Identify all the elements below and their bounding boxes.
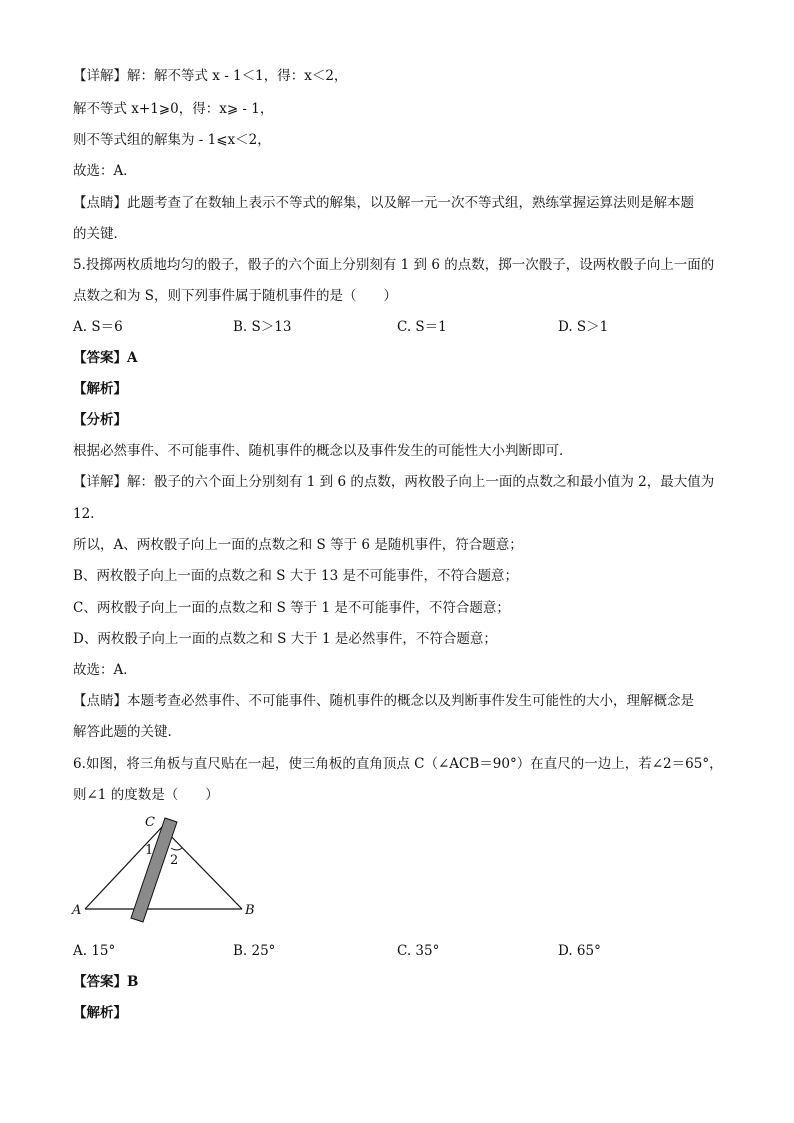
label-1: 1	[145, 843, 154, 858]
fenxi-5-text: 根据必然事件、不可能事件、随机事件的概念以及事件发生的可能性大小判断即可．	[73, 443, 573, 459]
question-5-line-1: 5.投掷两枚质地均匀的骰子，骰子的六个面上分别刻有 1 到 6 的点数，掷一次骰子，设两枚骰子向上一面的	[73, 257, 715, 273]
analysis-5-heading: 【解析】	[73, 381, 127, 397]
comment-5-line-1: 【点睛】本题考查必然事件、不可能事件、随机事件的概念以及判断事件发生可能性的大小，理解概念是	[73, 693, 694, 709]
label-b: B	[245, 903, 255, 918]
detail-5-line-3: 所以，A、两枚骰子向上一面的点数之和 S 等于 6 是随机事件，符合题意；	[73, 537, 523, 553]
ruler-shape	[131, 818, 177, 922]
solution-line-3: 则不等式组的解集为 - 1⩽x＜2，	[73, 132, 271, 148]
choice-line: 故选：A．	[73, 163, 137, 179]
question-6-line-2: 则∠1 的度数是（ ）	[73, 787, 219, 803]
triangle-ruler-figure	[70, 814, 270, 929]
label-2: 2	[170, 853, 179, 868]
answer-5: 【答案】A	[73, 350, 138, 366]
comment-line-1: 【点睛】此题考查了在数轴上表示不等式的解集，以及解一元一次不等式组，熟练掌握运算法则是解本题	[73, 195, 694, 211]
q6-option-b: B. 25°	[233, 943, 276, 959]
answer-6: 【答案】B	[73, 974, 139, 990]
solution-line-2: 解不等式 x+1⩾0，得：x⩾ - 1，	[73, 101, 274, 117]
detail-5-line-2: 12.	[73, 506, 95, 522]
q6-option-d: D. 65°	[558, 943, 601, 959]
question-5-line-2: 点数之和为 S，则下列事件属于随机事件的是（ ）	[73, 288, 398, 304]
solution-line-1: 【详解】解：解不等式 x - 1＜1，得：x＜2，	[73, 68, 348, 84]
analysis-6-heading: 【解析】	[73, 1005, 127, 1021]
comment-line-2: 的关键．	[73, 226, 127, 242]
detail-5-line-1: 【详解】解：骰子的六个面上分别刻有 1 到 6 的点数，两枚骰子向上一面的点数之和最小值为 2，最大值为	[73, 474, 715, 490]
q5-option-b: B. S＞13	[233, 319, 292, 335]
label-a: A	[72, 903, 82, 918]
fenxi-5-heading: 【分析】	[73, 412, 127, 428]
q5-option-a: A. S＝6	[73, 319, 123, 335]
q5-option-c: C. S＝1	[397, 319, 447, 335]
detail-5-line-4: B、两枚骰子向上一面的点数之和 S 大于 13 是不可能事件，不符合题意；	[73, 568, 519, 584]
q5-option-d: D. S＞1	[558, 319, 609, 335]
detail-5-line-6: D、两枚骰子向上一面的点数之和 S 大于 1 是必然事件，不符合题意；	[73, 631, 497, 647]
q6-option-a: A. 15°	[73, 943, 116, 959]
label-c: C	[145, 815, 155, 830]
choice-5: 故选：A．	[73, 662, 137, 678]
side-cb	[162, 827, 242, 909]
detail-5-line-5: C、两枚骰子向上一面的点数之和 S 等于 1 是不可能事件，不符合题意；	[73, 600, 510, 616]
angle-2-arc	[171, 848, 182, 850]
comment-5-line-2: 解答此题的关键.	[73, 724, 172, 740]
question-6-line-1: 6.如图，将三角板与直尺贴在一起，使三角板的直角顶点 C（∠ACB＝90°）在直尺的一边上，若∠2＝65°，	[73, 756, 723, 772]
q6-option-c: C. 35°	[397, 943, 440, 959]
